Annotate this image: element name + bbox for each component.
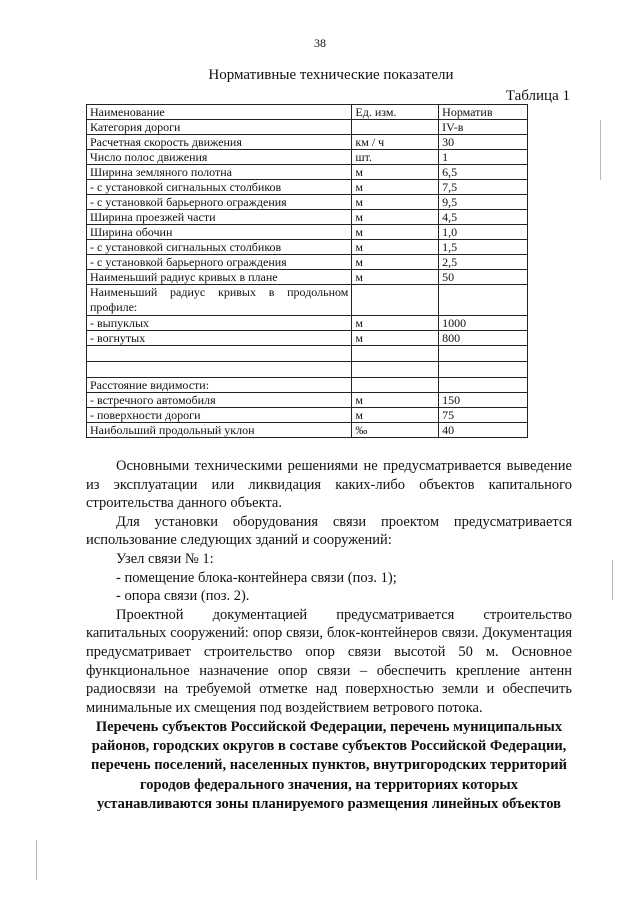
cell-name: Расстояние видимости: <box>87 378 352 393</box>
cell-name: Наименьший радиус кривых в продольном профиле: <box>87 285 352 316</box>
table-row <box>87 423 528 438</box>
list-item: - помещение блока-контейнера связи (поз. 1); <box>116 569 397 586</box>
table-row <box>87 378 528 393</box>
table-row <box>87 195 528 210</box>
cell-norm <box>439 378 528 393</box>
cell-name: - выпуклых <box>87 316 352 331</box>
cell-unit <box>352 120 439 135</box>
cell-name: - с установкой сигнальных столбиков <box>87 240 352 255</box>
header-unit: Ед. изм. <box>352 105 439 120</box>
cell-unit <box>352 378 439 393</box>
cell-unit: м <box>352 165 439 180</box>
table-row <box>87 120 528 135</box>
cell-norm <box>439 285 528 316</box>
cell-norm: 30 <box>439 135 528 150</box>
paragraph: Проектной документацией предусматривается строительство капитальных сооружений: опор связи, блок-контейнеров связи. Документация предусматривает строительство опор связи высотой 50 м. Основное функциональное назначение опор связи – обеспечить крепление антенн радиосвязи на требуемой отметке над поверхностью земли и обеспечить минимальные их смещения под воздействием ветрового потока. <box>86 606 572 716</box>
cell-unit: м <box>352 195 439 210</box>
cell-unit <box>352 285 439 316</box>
cell-name: - с установкой барьерного ограждения <box>87 195 352 210</box>
table-row <box>87 150 528 165</box>
cell-name: Ширина земляного полотна <box>87 165 352 180</box>
cell-norm: 40 <box>439 423 528 438</box>
cell-name <box>87 362 352 378</box>
table-row <box>87 393 528 408</box>
cell-unit: шт. <box>352 150 439 165</box>
cell-unit: м <box>352 225 439 240</box>
table-row <box>87 346 528 362</box>
table-label: Таблица 1 <box>505 88 570 104</box>
cell-unit: ‰ <box>352 423 439 438</box>
cell-unit: км / ч <box>352 135 439 150</box>
cell-norm: 4,5 <box>439 210 528 225</box>
cell-unit <box>352 362 439 378</box>
cell-norm: 1,5 <box>439 240 528 255</box>
cell-name: - вогнутых <box>87 331 352 346</box>
cell-name <box>87 346 352 362</box>
table-row <box>87 255 528 270</box>
body-text <box>86 457 572 717</box>
cell-norm: 2,5 <box>439 255 528 270</box>
cell-unit: м <box>352 180 439 195</box>
cell-unit: м <box>352 240 439 255</box>
cell-unit <box>352 346 439 362</box>
cell-unit: м <box>352 408 439 423</box>
table-header-row <box>87 105 528 120</box>
cell-norm: 6,5 <box>439 165 528 180</box>
page-title: Нормативные технические показатели <box>208 67 454 83</box>
cell-name: - поверхности дороги <box>87 408 352 423</box>
cell-name: Наибольший продольный уклон <box>87 423 352 438</box>
heading-text: Перечень субъектов Российской Федерации, перечень муниципальных районов, городских округов в составе субъектов Российской Федерации, перечень поселений, населенных пунктов, внутригородских территорий городов федерального значения, на территориях которых устанавливаются зоны планируемого размещения линейных объектов <box>91 719 567 812</box>
cell-unit: м <box>352 210 439 225</box>
cell-unit: м <box>352 255 439 270</box>
cell-norm: 800 <box>439 331 528 346</box>
cell-name: Расчетная скорость движения <box>87 135 352 150</box>
table-row <box>87 408 528 423</box>
cell-norm: 50 <box>439 270 528 285</box>
cell-norm <box>439 362 528 378</box>
cell-name: Категория дороги <box>87 120 352 135</box>
scan-artifact <box>612 560 613 600</box>
table-row <box>87 180 528 195</box>
cell-name: Наименьший радиус кривых в плане <box>87 270 352 285</box>
cell-name: Ширина проезжей части <box>87 210 352 225</box>
cell-norm: 1000 <box>439 316 528 331</box>
scan-artifact <box>600 120 601 180</box>
table-row <box>87 362 528 378</box>
cell-unit: м <box>352 393 439 408</box>
table-row <box>87 331 528 346</box>
table-row <box>87 240 528 255</box>
table-row <box>87 210 528 225</box>
cell-norm: 75 <box>439 408 528 423</box>
cell-norm: 1,0 <box>439 225 528 240</box>
cell-name: - встречного автомобиля <box>87 393 352 408</box>
table-row <box>87 165 528 180</box>
cell-name: Ширина обочин <box>87 225 352 240</box>
cell-unit: м <box>352 270 439 285</box>
cell-norm: 1 <box>439 150 528 165</box>
paragraph: Для установки оборудования связи проектом предусматривается использование следующих зданий и сооружений: <box>86 513 572 549</box>
cell-norm: IV-в <box>439 120 528 135</box>
table-row <box>87 270 528 285</box>
paragraph: Основными техническими решениями не предусматривается выведение из эксплуатации или ликвидация каких-либо объектов капитального строительства данного объекта. <box>86 458 572 512</box>
norms-table <box>86 104 528 438</box>
section-heading <box>86 718 572 814</box>
cell-norm: 150 <box>439 393 528 408</box>
page-number: 38 <box>314 36 326 50</box>
cell-unit: м <box>352 316 439 331</box>
cell-unit: м <box>352 331 439 346</box>
cell-norm: 7,5 <box>439 180 528 195</box>
list-item: Узел связи № 1: <box>116 550 214 567</box>
table-row <box>87 225 528 240</box>
table-row <box>87 285 528 316</box>
table-row <box>87 135 528 150</box>
cell-name: - с установкой барьерного ограждения <box>87 255 352 270</box>
scan-artifact <box>36 840 37 880</box>
header-norm: Норматив <box>439 105 528 120</box>
cell-name: Число полос движения <box>87 150 352 165</box>
table-row <box>87 316 528 331</box>
cell-name: - с установкой сигнальных столбиков <box>87 180 352 195</box>
list-item: - опора связи (поз. 2). <box>116 588 250 605</box>
cell-norm <box>439 346 528 362</box>
cell-norm: 9,5 <box>439 195 528 210</box>
header-name: Наименование <box>87 105 352 120</box>
